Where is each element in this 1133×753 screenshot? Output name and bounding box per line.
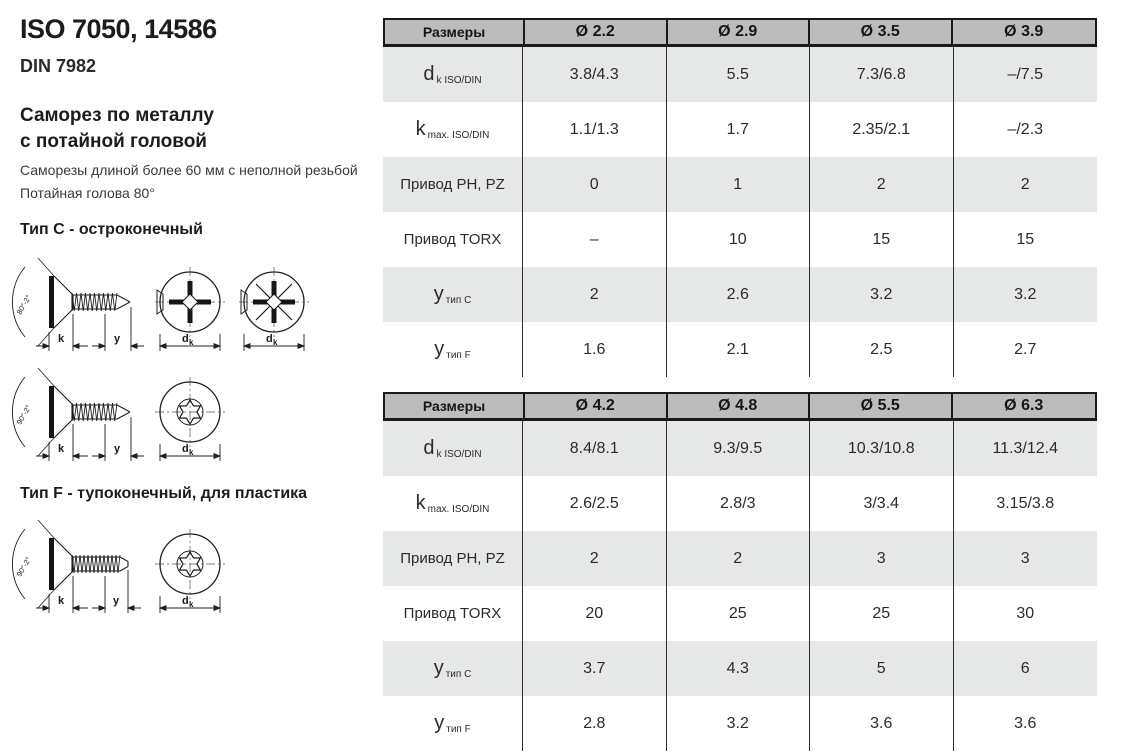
dimension-table-large bbox=[383, 392, 1097, 751]
value-cell: 3.2 bbox=[810, 267, 954, 322]
value-cell: 0 bbox=[523, 157, 667, 212]
value-cell: 11.3/12.4 bbox=[992, 439, 1059, 457]
dimension-table-small bbox=[383, 18, 1097, 377]
angle-label: 80°-2° bbox=[14, 293, 33, 317]
value-cell: 2 bbox=[810, 157, 954, 212]
value-cell: 3 bbox=[810, 531, 954, 586]
value-cell: 2 bbox=[523, 267, 667, 322]
value-cell: 15 bbox=[810, 212, 954, 267]
type-c-heading: Тип C - остроконечный bbox=[20, 221, 203, 238]
table-row bbox=[383, 212, 1097, 267]
value-cell: 3 bbox=[1020, 549, 1030, 567]
value-cell: 3.2 bbox=[1014, 285, 1037, 303]
table-header-row bbox=[383, 18, 1097, 47]
row-label: y тип F bbox=[383, 322, 523, 377]
row-label: y тип F bbox=[383, 696, 523, 751]
table-body bbox=[383, 47, 1097, 377]
value-cell: 5.5 bbox=[667, 47, 811, 102]
value-cell: 3.2 bbox=[667, 696, 811, 751]
value-cell: – bbox=[523, 212, 667, 267]
value-cell: 2.35/2.1 bbox=[810, 102, 954, 157]
value-cell: 2.6 bbox=[667, 267, 811, 322]
description-line1: Саморезы длиной более 60 мм с неполной резьбой bbox=[20, 162, 358, 178]
table-header-row bbox=[383, 392, 1097, 421]
row-label: Привод PH, PZ bbox=[383, 531, 523, 586]
header-cell-diameter: Ø 6.3 bbox=[1004, 397, 1044, 414]
value-cell: 9.3/9.5 bbox=[667, 421, 811, 476]
dk-dimension-label: d bbox=[182, 443, 189, 455]
value-cell: 30 bbox=[1016, 604, 1035, 622]
header-cell-diameter: Ø 5.5 bbox=[810, 394, 953, 418]
value-cell: 10.3/10.8 bbox=[810, 421, 954, 476]
value-cell: –/7.5 bbox=[1007, 65, 1044, 83]
value-cell: 7.3/6.8 bbox=[810, 47, 954, 102]
header-cell-diameter: Ø 3.5 bbox=[810, 20, 953, 44]
value-cell: –/2.3 bbox=[1007, 120, 1044, 138]
row-label: y тип C bbox=[383, 267, 523, 322]
value-cell: 3.6 bbox=[810, 696, 954, 751]
torx-head-view bbox=[155, 529, 225, 599]
row-label: d k ISO/DIN bbox=[383, 421, 523, 476]
page-title: ISO 7050, 14586 bbox=[20, 14, 217, 44]
value-cell: 2 bbox=[523, 531, 667, 586]
product-name-line2: с потайной головой bbox=[20, 131, 207, 152]
table-row bbox=[383, 641, 1097, 696]
value-cell: 4.3 bbox=[667, 641, 811, 696]
dk-dimension-label: d bbox=[182, 595, 189, 607]
y-dimension-label: y bbox=[114, 443, 121, 455]
row-label: Привод TORX bbox=[383, 586, 523, 641]
header-cell-diameter: Ø 4.2 bbox=[525, 394, 668, 418]
value-cell: 6 bbox=[1020, 659, 1030, 677]
angle-label: 90°-2° bbox=[14, 403, 33, 427]
table-row bbox=[383, 586, 1097, 641]
pz-head-view bbox=[239, 267, 309, 337]
dk-dimension-sub: k bbox=[189, 600, 194, 609]
table-row bbox=[383, 531, 1097, 586]
dk-dimension-sub: k bbox=[189, 338, 194, 347]
type-f-heading: Тип F - тупоконечный, для пластика bbox=[20, 485, 308, 502]
table-row bbox=[383, 267, 1097, 322]
table-row bbox=[383, 421, 1097, 476]
header-cell-sizes: Размеры bbox=[385, 394, 525, 418]
value-cell: 15 bbox=[1016, 230, 1035, 248]
table-row bbox=[383, 322, 1097, 377]
value-cell: 2.8/3 bbox=[667, 476, 811, 531]
value-cell: 3.7 bbox=[523, 641, 667, 696]
product-description bbox=[20, 159, 358, 205]
table-row bbox=[383, 696, 1097, 751]
value-cell: 2 bbox=[1020, 175, 1030, 193]
value-cell: 8.4/8.1 bbox=[523, 421, 667, 476]
value-cell: 2.8 bbox=[523, 696, 667, 751]
value-cell: 5 bbox=[810, 641, 954, 696]
row-label: k max. ISO/DIN bbox=[383, 476, 523, 531]
value-cell: 2.1 bbox=[667, 322, 811, 377]
value-cell: 1.6 bbox=[523, 322, 667, 377]
header-cell-diameter: Ø 4.8 bbox=[668, 394, 811, 418]
value-cell: 3.8/4.3 bbox=[523, 47, 667, 102]
din-subtitle: DIN 7982 bbox=[20, 56, 97, 76]
angle-label: 90°-2° bbox=[14, 555, 33, 579]
product-name bbox=[20, 103, 214, 155]
value-cell: 3.15/3.8 bbox=[996, 494, 1055, 512]
type-f-drawing bbox=[12, 512, 352, 620]
header-cell-diameter: Ø 3.9 bbox=[1004, 23, 1044, 40]
value-cell: 1.1/1.3 bbox=[523, 102, 667, 157]
value-cell: 10 bbox=[667, 212, 811, 267]
value-cell: 2.7 bbox=[1014, 340, 1037, 358]
row-label: Привод TORX bbox=[383, 212, 523, 267]
value-cell: 2 bbox=[667, 531, 811, 586]
value-cell: 1.7 bbox=[667, 102, 811, 157]
value-cell: 20 bbox=[523, 586, 667, 641]
row-label: d k ISO/DIN bbox=[383, 47, 523, 102]
k-dimension-label: k bbox=[58, 333, 65, 345]
row-label: Привод PH, PZ bbox=[383, 157, 523, 212]
product-name-line1: Саморез по металлу bbox=[20, 105, 214, 126]
type-c-drawing-1 bbox=[12, 250, 352, 358]
type-c-drawing-2 bbox=[12, 360, 352, 468]
y-dimension-label: y bbox=[114, 333, 121, 345]
row-label: k max. ISO/DIN bbox=[383, 102, 523, 157]
table-body bbox=[383, 421, 1097, 751]
table-row bbox=[383, 102, 1097, 157]
description-line2: Потайная голова 80° bbox=[20, 185, 155, 201]
dk-dimension-sub: k bbox=[189, 448, 194, 457]
value-cell: 25 bbox=[667, 586, 811, 641]
y-dimension-label: y bbox=[113, 595, 120, 607]
header-cell-sizes: Размеры bbox=[385, 20, 525, 44]
value-cell: 1 bbox=[667, 157, 811, 212]
value-cell: 3/3.4 bbox=[810, 476, 954, 531]
dk-dimension-label: d bbox=[266, 333, 273, 345]
header-cell-diameter: Ø 2.9 bbox=[668, 20, 811, 44]
table-row bbox=[383, 157, 1097, 212]
ph-head-view bbox=[155, 267, 225, 337]
dk-dimension-sub: k bbox=[273, 338, 278, 347]
k-dimension-label: k bbox=[58, 443, 65, 455]
value-cell: 2.6/2.5 bbox=[523, 476, 667, 531]
header-cell-diameter: Ø 2.2 bbox=[525, 20, 668, 44]
dk-dimension-label: d bbox=[182, 333, 189, 345]
value-cell: 3.6 bbox=[1014, 714, 1037, 732]
torx-head-view bbox=[155, 377, 225, 447]
table-row bbox=[383, 476, 1097, 531]
k-dimension-label: k bbox=[58, 595, 65, 607]
value-cell: 2.5 bbox=[810, 322, 954, 377]
row-label: y тип C bbox=[383, 641, 523, 696]
value-cell: 25 bbox=[810, 586, 954, 641]
table-row bbox=[383, 47, 1097, 102]
